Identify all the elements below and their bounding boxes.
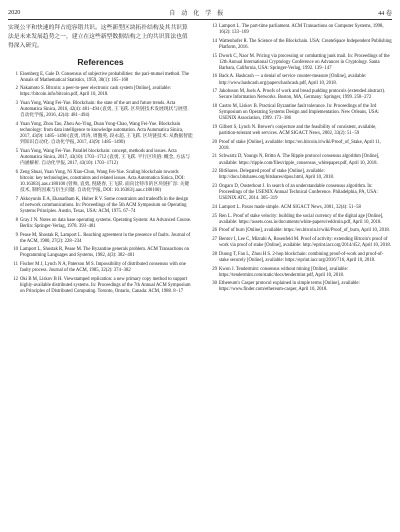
reference-text: Duong T, Fan L, Zhou H S. 2-hop blockchain: combining proof-of-work and proof-of-stake securely [Online], available: https://eprint.iacr.org/2016/716, April 10, 2018. [219,251,384,263]
reference-number: 18 [212,104,217,109]
reference-text: Lamport L, Shostak R, Pease M. The Byzantine generals problem. ACM Transactions on Programming Languages and Systems, 1982, 4(3): 382−401 [20,247,190,259]
reference-item [8,101,193,119]
reference-item [207,267,392,279]
reference-item [207,54,392,72]
reference-text: Proof of burn [Online], available: https://en.bitcoin.it/wiki/Proof_of_burn, April 10, 2018. [219,228,390,234]
reference-item [8,277,193,295]
reference-text: Schwartz D, Youngs N, Britto A. The Ripple protocol consensus algorithm [Online], available: https://ripple.com/files/ripple_consensus_whitepaper.pdf, April 10, 2018. [219,154,380,166]
reference-list-left [8,72,193,296]
reference-item [207,252,392,264]
reference-item [207,184,392,202]
reference-text: Gilbert S, Lynch N. Brewer's conjecture and the feasibility of consistent, available, partition-tolerant web services. ACM SIGACT News, 2002, 33(2): 51−59 [219,124,377,136]
reference-number: 23 [212,184,217,189]
reference-number: 8 [15,217,18,223]
reference-number: 10 [13,247,18,253]
reference-item [207,104,392,122]
reference-list-right [207,24,392,294]
reference-item [8,197,193,215]
reference-number: 2 [15,86,18,92]
reference-item [207,74,392,86]
reference-item [207,125,392,137]
reference-text: Ren L. Proof of stake velocity: building the social currency of the digital age [Online], available: https://assets.coss.io/documents/white-papers/reddcoin.pdf, April 10, 2018. [219,213,384,225]
reference-number: 5 [15,149,18,155]
reference-item [207,39,392,51]
reference-item [8,170,193,194]
reference-text: Fischer M J, Lynch N A, Paterson M S. Impossibility of distributed consensus with one faulty process. Journal of the ACM, 1985, 32(2): 374−382 [20,262,186,274]
reference-text: Ethereum's Casper protocol explained in simple terms [Online], available: https://www.finder.com/ethereum-casper, April 10, 2018. [219,281,360,293]
reference-text: Ongaro D, Ousterhout J. In search of an understandable consensus algorithm. In: Proceedings of the USENIX Annual Technical Conference. Philadelphia, PA, USA: USENIX ATC, 2014. 305−319 [219,184,378,202]
reference-text: Lamport L. The part-time parliament. ACM Transactions on Computer Systems, 1998, 16(2): 133−169 [219,24,384,36]
reference-text: Wattenhofer R. The Science of the Blockchain. USA: CreateSpace Independent Publishing Platform, 2016. [219,38,392,50]
reference-text: Yuan Yong, Zhou Tao, Zhou Ao-Ying, Duan Yong-Chao, Wang Fei-Yue. Blockchain technology: from data intelligence to knowledge automation. Acta Automatica Sinica, 2017, 43(9): 1485−1490 (袁勇, 周涛, 周傲英, 段永超, 王飞跃. 区块链技术: 从数据智能到知识自动化. 自动化学报, 2017, 43(9): 1485−1490) [20,122,193,146]
reference-text: Oki B M, Liskov B H. Viewstamped replication: a new primary copy method to support highly-available distributed systems. In: Proceedings of the 7th Annual ACM Symposium on Principles of Distributed Computing. Toronto, Ontario, Canada: ACM, 1988. 8−17 [20,276,191,295]
reference-text: Gray J N. Notes on data base operating systems. Operating System: An Advanced Course. Berlin: Springer-Verlag, 1978. 393−481 [20,217,192,229]
reference-item [207,237,392,249]
reference-number: 1 [15,71,18,77]
header-rule [8,19,392,20]
reference-number: 25 [212,213,217,219]
right-column [207,24,392,296]
header-journal-name: 自动化学报 [169,9,230,17]
intro-paragraph: 实现公平和快速的拜占庭容错共识。这些新型区块拓扑结构及其共识算法是未来发展趋势之一，建立在这些新型数据结构之上的共识算法也值得深入研究。 [8,25,188,50]
reference-item [207,214,392,226]
running-header [8,6,392,18]
reference-text: Lamport L. Paxos made simple. ACM SIGACT News, 2001, 32(4): 51−58 [219,204,361,210]
reference-item [207,24,392,36]
reference-number: 21 [212,154,217,160]
reference-number: 9 [15,232,18,238]
reference-number: 14 [212,38,217,44]
reference-number: 7 [15,196,18,202]
reference-item [207,140,392,152]
reference-item [8,72,193,84]
reference-number: 3 [15,101,18,107]
header-volume: 44 卷 [378,9,392,17]
reference-number: 26 [212,228,217,234]
reference-text: Yuan Yong, Wang Fei-Yue. Parallel blockchain: concept, methods and issues. Acta Automatica Sinica, 2017, 43(10): 1703−1712 (袁勇, 王飞跃. 平行区块链: 概念, 方法与内涵解析. 自动化学报, 2017, 43(10): 1703−1712) [20,149,190,167]
reference-text: Proof of stake [Online], available: https://en.bitcoin.it/wiki/Proof_of_Stake, April 11, 2018. [219,139,381,151]
reference-number: 22 [212,169,217,175]
reference-text: Pease M, Shostak R, Lamport L. Reaching agreement in the presence of faults. Journal of the ACM, 1980, 27(2): 228−234 [20,232,191,244]
reference-number: 17 [212,89,217,95]
reference-item [8,149,193,167]
reference-number: 30 [212,281,217,287]
reference-number: 19 [212,124,217,130]
reference-text: Dwork C, Naor M. Pricing via processing or combatting junk mail. In: Proceedings of the 12th Annual International Cryptology Conference on Advances in Cryptology. Santa Barbara, California, USA: Springer-Verlag, 1992. 139−147 [219,53,390,71]
reference-text: BitShares. Delegated proof of stake [Online], available: http://docs.bitshares.org/bitshares/dpos.html, April 10, 2018. [219,169,335,181]
reference-item [8,218,193,230]
reference-text: Back A. Hashcash — a denial of service counter-measure [Online], available: http://www.hashcash.org/papers/hashcash.pdf, April 10, 2018. [219,74,367,86]
reference-number: 20 [212,139,217,145]
reference-item [207,169,392,181]
references-heading: References [77,56,124,67]
reference-text: Jakobsson M, Juels A. Proofs of work and bread pudding protocols (extended abstract). Secure Information Networks. Boston, MA, Germany: Springer, 1999. 258−272 [219,89,386,101]
reference-item [8,122,193,146]
reference-number: 27 [212,237,217,243]
reference-text: Eisenberg E, Gale D. Consensus of subjective probabilities: the pari-mutuel method. The Annals of Mathematical Statistics, 1959, 30(1): 165−168 [20,71,189,83]
reference-number: 16 [212,74,217,80]
reference-text: Kwon J. Tendermint: consensus without mining [Online], available: https://tendermint.com/static/docs/tendermint.pdf, April 10, 2018. [219,266,348,278]
reference-item [8,247,193,259]
reference-text: Bentov I, Lee C, Mizrahi A, Rosenfeld M. Proof of activity: extending Bitcoin's proof of work via proof of stake [Online], available: http://eprint.iacr.org/2014/452, April 10, 2018. [219,237,391,249]
reference-number: 6 [15,169,18,175]
reference-item [8,262,193,274]
reference-text: Akkoyunlu E A, Ekanadham K, Huber R V. Some constraints and tradeoffs in the design of network communications. In: Proceedings of the 5th ACM Symposium on Operating Systems Principles. Austin, Texas, USA: ACM, 1975. 67−74 [20,196,189,215]
reference-item [207,89,392,101]
reference-number: 12 [13,276,18,282]
reference-text: Zeng Shuai, Yuan Yong, Ni Xiao-Chun, Wang Fei-Yue. Scaling blockchain towards bitcoin: key technologies, constraints and related issues. Acta Automatica Sinica, DOI: 10.16383/j.aas.c180100 (曾帅, 袁勇, 倪晓春, 王飞跃. 面向比特币的区块链扩容: 关键技术, 制约因素与衍生问题. 自动化学报, DOI: 10.16383/j.aas.c180100) [20,169,190,194]
reference-text: Yuan Yong, Wang Fei-Yue. Blockchain: the state of the art and future trends. Acta Automatica Sinica, 2016, 42(4): 481−494 (袁勇, 王飞跃. 区块链技术发展现状与展望. 自动化学报, 2016, 42(4): 481−494) [20,101,189,119]
header-year: 2020 [8,8,21,16]
left-column [8,24,193,298]
reference-number: 29 [212,266,217,272]
reference-text: Nakamoto S. Bitcoin: a peer-to-peer electronic cash system [Online], available: https://bitcoin.info/bitcoin.pdf, April 10, 2018. [20,86,171,98]
reference-item [207,228,392,234]
reference-item [207,281,392,293]
reference-number: 4 [15,122,18,128]
reference-number: 28 [212,251,217,257]
reference-number: 15 [212,53,217,59]
reference-item [207,205,392,211]
reference-item [8,233,193,245]
reference-item [207,154,392,166]
reference-number: 24 [212,204,217,210]
reference-number: 13 [212,24,217,29]
reference-number: 11 [13,262,18,268]
reference-item [8,86,193,98]
reference-text: Castro M, Liskov B. Practical Byzantine fault tolerance. In: Proceedings of the 3rd Symposium on Operating Systems Design and Implementation. New Orleans, USA: USENIX Association, 1999. 173−186 [219,104,380,122]
